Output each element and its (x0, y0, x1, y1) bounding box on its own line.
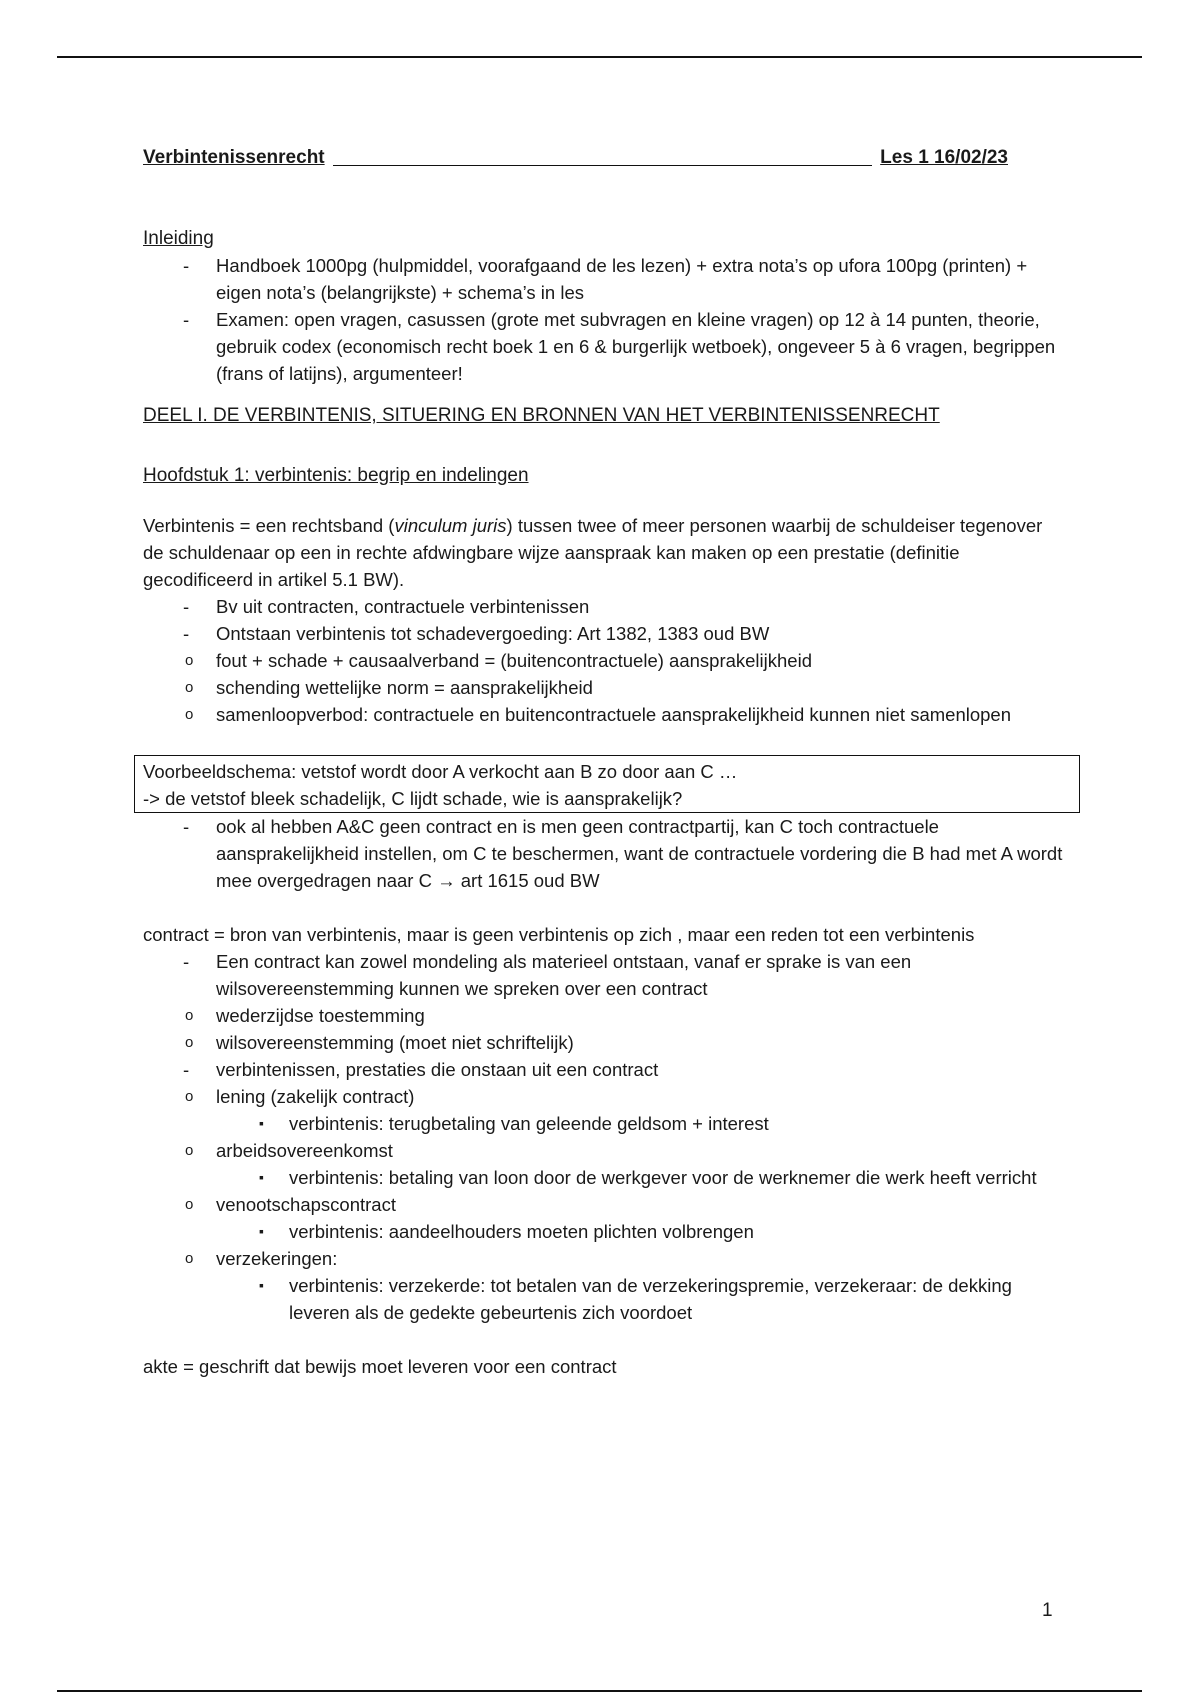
list-item-text: Ontstaan verbintenis tot schadevergoeding: Art 1382, 1383 oud BW (216, 623, 770, 644)
sub-list (143, 647, 1068, 728)
list-item: - Handboek 1000pg (hulpmiddel, voorafgaand de les lezen) + extra nota’s op ufora 100pg (printen) + eigen nota’s (belangrijkste) + schema’s in les (143, 252, 1068, 306)
detail-item: ▪ verbintenis: betaling van loon door de werkgever voor de werknemer die werk heeft verricht (216, 1164, 1068, 1191)
definition-list (143, 593, 1068, 728)
list-item-text: Een contract kan zowel mondeling als materieel ontstaan, vanaf er sprake is van een wilsovereenstemming kunnen we spreken over een contract (216, 951, 912, 999)
detail-item: ▪ verbintenis: terugbetaling van geleende geldsom + interest (216, 1110, 1068, 1137)
list-item (143, 948, 1068, 1056)
deel-heading: DEEL I. DE VERBINTENIS, SITUERING EN BRONNEN VAN HET VERBINTENISSENRECHT (143, 405, 940, 426)
list-item (143, 620, 1068, 728)
inleiding-heading: Inleiding (143, 228, 214, 249)
inleiding-list (143, 252, 1068, 387)
hoofdstuk-heading: Hoofdstuk 1: verbintenis: begrip en indelingen (143, 465, 529, 486)
contract-type: lening (zakelijk contract) (216, 1086, 415, 1107)
bottom-rule (57, 1690, 1142, 1692)
sub-list (143, 1083, 1068, 1326)
detail-list (143, 1218, 1068, 1245)
title-row (143, 144, 1068, 171)
sub-item (143, 1137, 1068, 1191)
example-line-2: -> de vetstof bleek schadelijk, C lijdt schade, wie is aansprakelijk? (143, 788, 683, 809)
contract-type: venootschapscontract (216, 1194, 396, 1215)
page-number: 1 (1042, 1600, 1053, 1621)
list-item: - ook al hebben A&C geen contract en is men geen contractpartij, kan C toch contractuele aansprakelijkheid instellen, om C te beschermen, want de contractuele vordering die B had met A wordt mee overgedragen naar C → art 1615 oud BW (143, 813, 1068, 894)
sub-item: o wederzijdse toestemming (143, 1002, 1068, 1029)
page-content (143, 144, 1068, 1380)
detail-list (143, 1164, 1068, 1191)
definition-after: ) tussen twee of meer personen waarbij de schuldeiser tegenover de schuldenaar op een in rechte afdwingbare wijze aanspraak kan maken op een prestatie (definitie gecodificeerd in artikel 5.1 BW). (143, 515, 1043, 590)
lesson-date: Les 1 16/02/23 (880, 147, 1008, 168)
top-rule (57, 56, 1142, 58)
sub-item: o samenloopverbod: contractuele en buitencontractuele aansprakelijkheid kunnen niet samenlopen (143, 701, 1068, 728)
sub-item: o fout + schade + causaalverband = (buitencontractuele) aansprakelijkheid (143, 647, 1068, 674)
list-item: - Examen: open vragen, casussen (grote met subvragen en kleine vragen) op 12 à 14 punten, theorie, gebruik codex (economisch recht boek 1 en 6 & burgerlijk wetboek), ongeveer 5 à 6 vragen, begrippen (frans of latijns), argumenteer! (143, 306, 1068, 387)
list-item: - Bv uit contracten, contractuele verbintenissen (143, 593, 1068, 620)
contract-type: arbeidsovereenkomst (216, 1140, 393, 1161)
sub-item: o schending wettelijke norm = aansprakelijkheid (143, 674, 1068, 701)
definition-latin: vinculum juris (394, 515, 507, 536)
sub-item (143, 1083, 1068, 1137)
detail-item: ▪ verbintenis: aandeelhouders moeten plichten volbrengen (216, 1218, 1068, 1245)
contract-list (143, 948, 1068, 1326)
example-line-1: Voorbeeldschema: vetstof wordt door A verkocht aan B zo door aan C … (143, 761, 738, 782)
akte-paragraph: akte = geschrift dat bewijs moet leveren voor een contract (143, 1356, 617, 1377)
detail-list (143, 1272, 1068, 1326)
sub-item (143, 1245, 1068, 1326)
sub-item: o wilsovereenstemming (moet niet schriftelijk) (143, 1029, 1068, 1056)
contract-type: verzekeringen: (216, 1248, 338, 1269)
sub-list (143, 1002, 1068, 1056)
document-title: Verbintenissenrecht (143, 147, 325, 168)
list-item (143, 1056, 1068, 1326)
contract-intro: contract = bron van verbintenis, maar is geen verbintenis op zich , maar een reden tot een verbintenis (143, 924, 975, 945)
example-box (134, 755, 1080, 813)
sub-item (143, 1191, 1068, 1245)
title-line (333, 165, 873, 166)
example-list (143, 813, 1068, 894)
definition-paragraph (143, 512, 1068, 593)
definition-before: Verbintenis = een rechtsband ( (143, 515, 395, 536)
detail-item: ▪ verbintenis: verzekerde: tot betalen van de verzekeringspremie, verzekeraar: de dekking leveren als de gedekte gebeurtenis zich voordoet (216, 1272, 1068, 1326)
list-item-text: verbintenissen, prestaties die onstaan uit een contract (216, 1059, 659, 1080)
detail-list (143, 1110, 1068, 1137)
